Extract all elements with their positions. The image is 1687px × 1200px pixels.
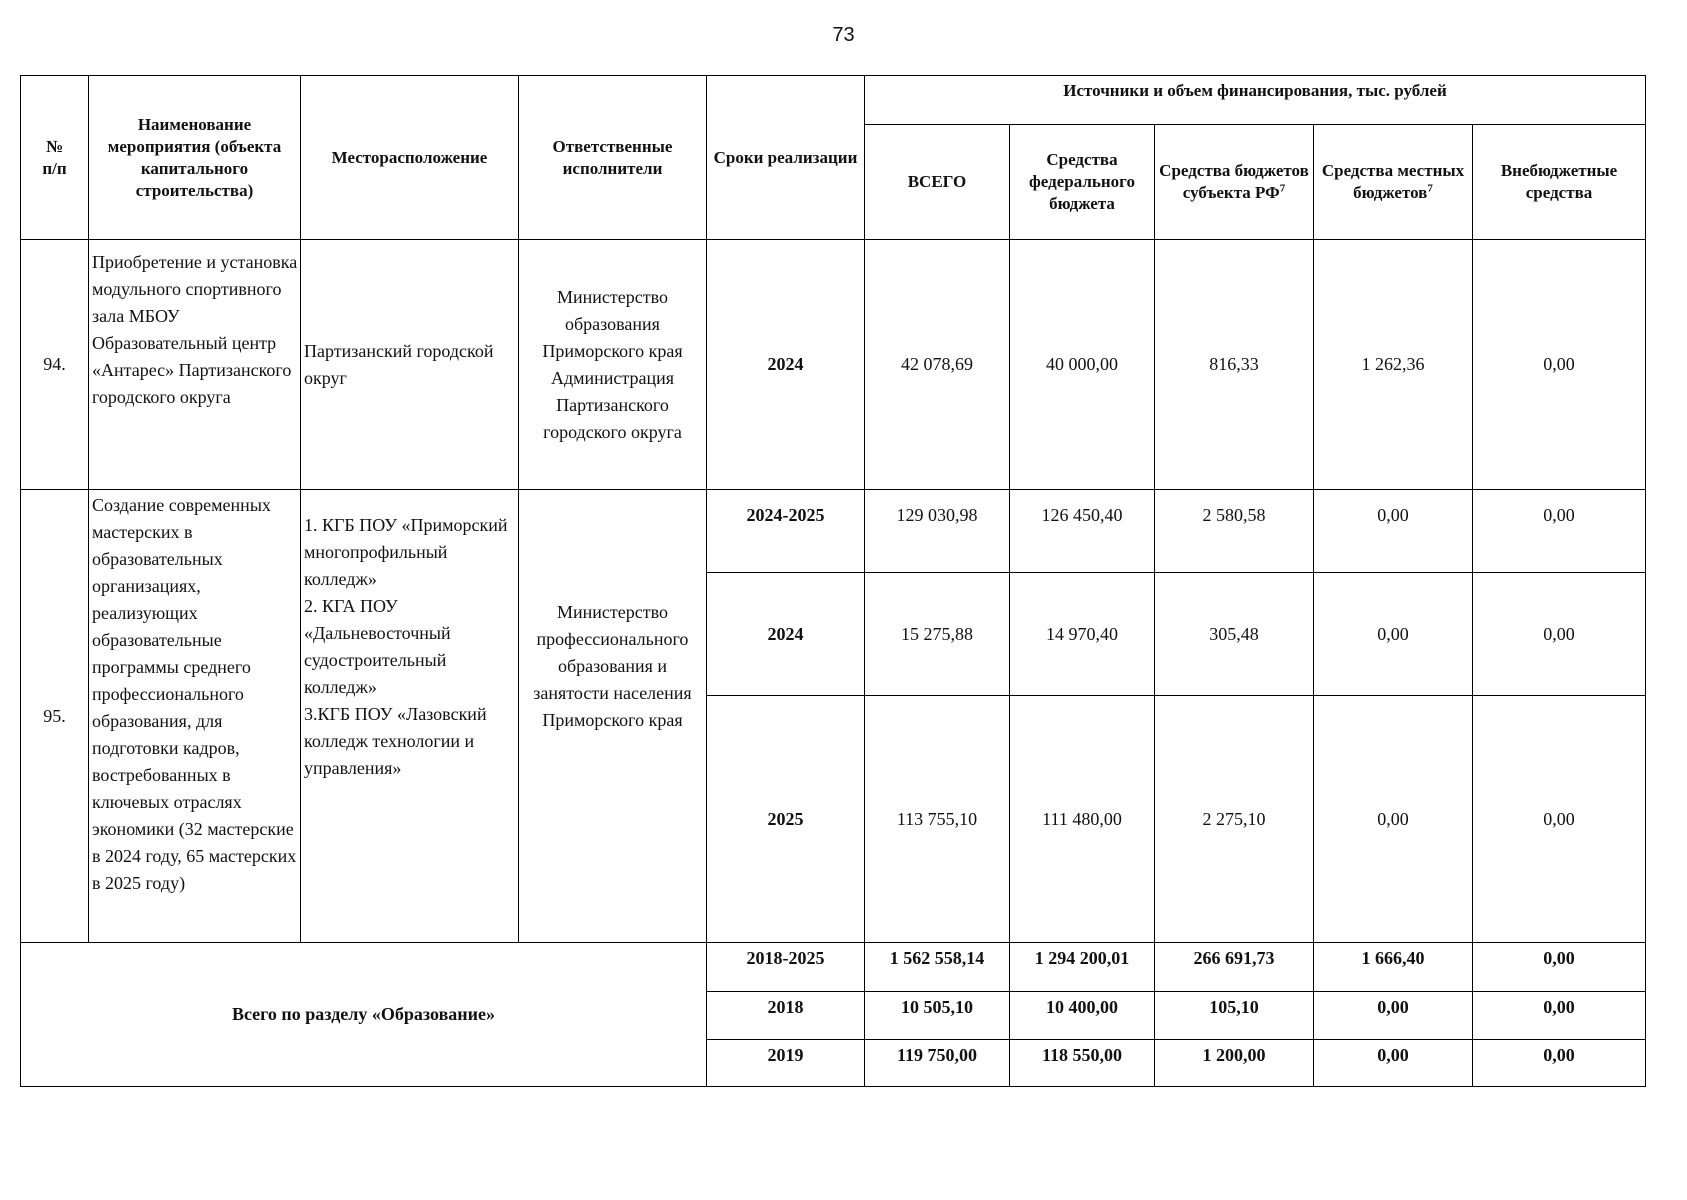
row-name: Создание современных мастерских в образовательных организациях, реализующих образовательные программы среднего профессионального образования, для подготовки кадров, востребованных в ключевых отраслях экономики (32 мастерские в 2024 году, 65 мастерских в 2025 году) bbox=[89, 490, 301, 943]
row-num: 95. bbox=[21, 490, 89, 943]
page-number: 73 bbox=[832, 24, 855, 46]
summary-federal: 10 400,00 bbox=[1010, 992, 1155, 1040]
row-term: 2024-2025 bbox=[707, 490, 865, 573]
row-total: 15 275,88 bbox=[865, 573, 1010, 696]
row-extra: 0,00 bbox=[1473, 240, 1646, 490]
row-federal: 14 970,40 bbox=[1010, 573, 1155, 696]
summary-term: 2018-2025 bbox=[707, 943, 865, 992]
summary-total: 10 505,10 bbox=[865, 992, 1010, 1040]
summary-total: 119 750,00 bbox=[865, 1040, 1010, 1087]
row-federal: 126 450,40 bbox=[1010, 490, 1155, 573]
row-location: Партизанский городской округ bbox=[301, 240, 519, 490]
row-term: 2024 bbox=[707, 573, 865, 696]
header-row-1 bbox=[21, 76, 1646, 125]
header-num: № п/п bbox=[21, 76, 89, 240]
summary-label: Всего по разделу «Образование» bbox=[21, 943, 707, 1087]
row-subject: 816,33 bbox=[1155, 240, 1314, 490]
row-name: Приобретение и установка модульного спортивного зала МБОУ Образовательный центр «Антарес» Партизанского городского округа bbox=[89, 240, 301, 490]
summary-federal: 118 550,00 bbox=[1010, 1040, 1155, 1087]
summary-local: 0,00 bbox=[1314, 1040, 1473, 1087]
summary-local: 0,00 bbox=[1314, 992, 1473, 1040]
header-name: Наименование мероприятия (объекта капитального строительства) bbox=[89, 76, 301, 240]
row-subject: 2 275,10 bbox=[1155, 696, 1314, 943]
row-total: 129 030,98 bbox=[865, 490, 1010, 573]
row-local: 1 262,36 bbox=[1314, 240, 1473, 490]
summary-term: 2019 bbox=[707, 1040, 865, 1087]
summary-extra: 0,00 bbox=[1473, 1040, 1646, 1087]
row-num: 94. bbox=[21, 240, 89, 490]
header-location: Месторасположение bbox=[301, 76, 519, 240]
row-extra: 0,00 bbox=[1473, 573, 1646, 696]
summary-subject: 1 200,00 bbox=[1155, 1040, 1314, 1087]
row-extra: 0,00 bbox=[1473, 696, 1646, 943]
row-responsible: Министерство профессионального образования и занятости населения Приморского края bbox=[519, 490, 707, 943]
row-extra: 0,00 bbox=[1473, 490, 1646, 573]
row-federal: 111 480,00 bbox=[1010, 696, 1155, 943]
row-term: 2024 bbox=[707, 240, 865, 490]
header-subject: Средства бюджетов субъекта $РФ^7$ bbox=[1155, 125, 1314, 240]
row-local: 0,00 bbox=[1314, 696, 1473, 943]
row-total: 42 078,69 bbox=[865, 240, 1010, 490]
table-row bbox=[21, 490, 1646, 573]
header-federal: Средства федерального бюджета bbox=[1010, 125, 1155, 240]
summary-extra: 0,00 bbox=[1473, 943, 1646, 992]
row-local: 0,00 bbox=[1314, 573, 1473, 696]
header-extra: Внебюджетные средства bbox=[1473, 125, 1646, 240]
summary-subject: 105,10 bbox=[1155, 992, 1314, 1040]
row-subject: 305,48 bbox=[1155, 573, 1314, 696]
row-federal: 40 000,00 bbox=[1010, 240, 1155, 490]
summary-local: 1 666,40 bbox=[1314, 943, 1473, 992]
row-subject: 2 580,58 bbox=[1155, 490, 1314, 573]
row-local: 0,00 bbox=[1314, 490, 1473, 573]
financing-table bbox=[20, 75, 1646, 1087]
row-term: 2025 bbox=[707, 696, 865, 943]
summary-total: 1 562 558,14 bbox=[865, 943, 1010, 992]
row-total: 113 755,10 bbox=[865, 696, 1010, 943]
header-total: ВСЕГО bbox=[865, 125, 1010, 240]
header-responsible: Ответственные исполнители bbox=[519, 76, 707, 240]
header-terms: Сроки реализации bbox=[707, 76, 865, 240]
summary-row bbox=[21, 943, 1646, 992]
summary-federal: 1 294 200,01 bbox=[1010, 943, 1155, 992]
summary-term: 2018 bbox=[707, 992, 865, 1040]
header-local: Средства местных бюджетов$^7$ bbox=[1314, 125, 1473, 240]
summary-extra: 0,00 bbox=[1473, 992, 1646, 1040]
row-location: 1. КГБ ПОУ «Приморский многопрофильный колледж» 2. КГА ПОУ «Дальневосточный судостроительный колледж» 3.КГБ ПОУ «Лазовский колледж технологии и управления» bbox=[301, 490, 519, 943]
header-sources: Источники и объем финансирования, тыс. рублей bbox=[865, 76, 1646, 125]
summary-subject: 266 691,73 bbox=[1155, 943, 1314, 992]
table-row bbox=[21, 240, 1646, 490]
row-responsible: Министерство образования Приморского края Администрация Партизанского городского округа bbox=[519, 240, 707, 490]
